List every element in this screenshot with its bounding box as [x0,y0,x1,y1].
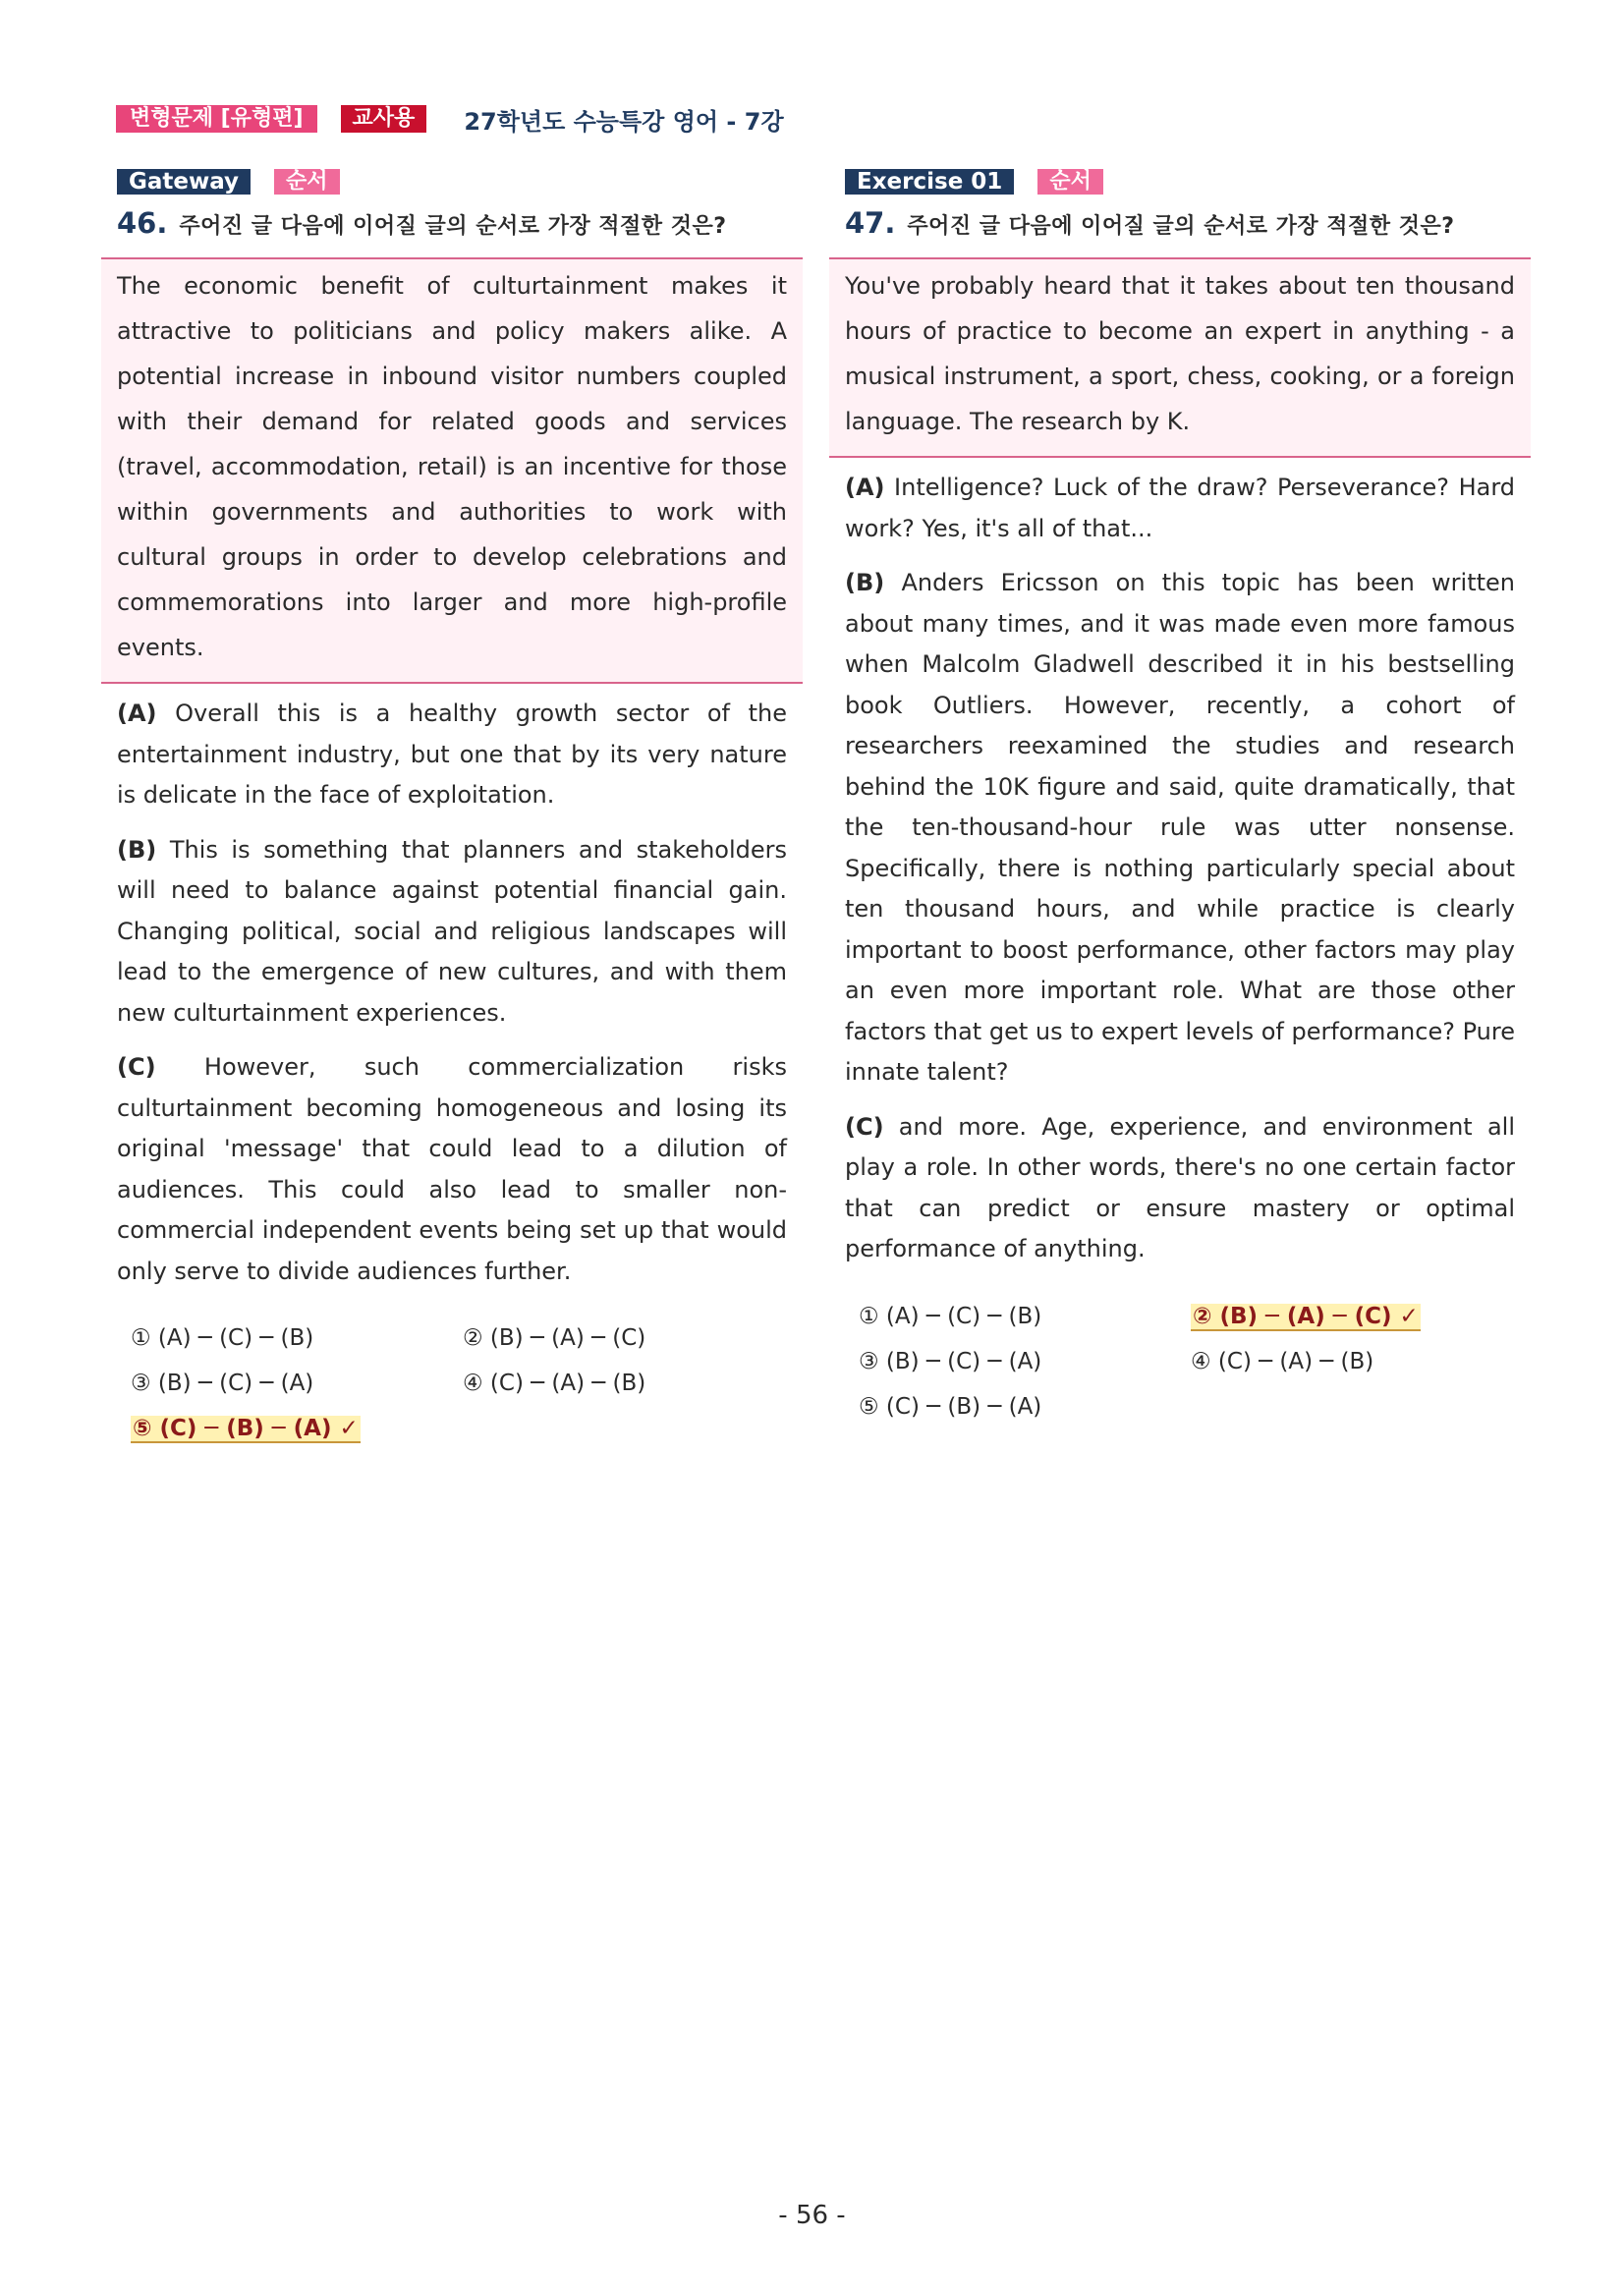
paragraph-c [829,1107,1531,1270]
question-stem [829,206,1531,242]
paragraph-c-text: and more. Age, experience, and environment all play a role. In other words, there's no one certain factor that can predict or ensure mastery or optimal performance of anything. [845,1112,1515,1262]
question-46-column [101,169,803,1451]
paragraph-c-text: However, such commercialization risks culturtainment becoming homogeneous and losing its original 'message' that could lead to a dilution of audiences. This could also lead to smaller non-commercial independent events being set up that would only serve to divide audiences further. [117,1053,787,1285]
choice-5[interactable]: ⑤ (C) ─ (B) ─ (A) [859,1393,1042,1420]
section-label: Gateway [117,169,251,195]
paragraph-b-label: (B) [845,569,885,596]
question-text: 주어진 글 다음에 이어질 글의 순서로 가장 적절한 것은? [907,214,1455,239]
type-label: 순서 [1037,169,1103,195]
section-label: Exercise 01 [845,169,1014,195]
paragraph-b-text: This is something that planners and stakeholders will need to balance against potential financial gain. Changing political, social and religious landscapes will lead to the emergence of new cultures, and with them new culturtainment experiences. [117,835,787,1027]
paragraph-b-text: Anders Ericsson on this topic has been written about many times, and it was made even more famous when Malcolm Gladwell described it in his bestselling book Outliers. However, recently, a cohort of researchers reexamined the studies and research behind the 10K figure and said, quite dramatically, that the ten-thousand-hour rule was utter nonsense. Specifically, there is nothing particularly special about ten thousand hours, and while practice is clearly important to boost performance, other factors may play an even more important role. What are those other factors that get us to expert levels of performance? Pure innate talent? [845,569,1515,1086]
question-labels [101,169,803,195]
paragraph-c-label: (C) [117,1053,156,1081]
choice-2[interactable]: ② (B) ─ (A) ─ (C) [463,1325,646,1351]
paragraph-a [101,694,803,816]
question-text: 주어진 글 다음에 이어질 글의 순서로 가장 적절한 것은? [179,214,727,239]
given-passage: You've probably heard that it takes about ten thousand hours of practice to become an expert in anything - a musical instrument, a sport, chess, cooking, or a foreign language. The research by K. [829,257,1531,458]
given-passage: The economic benefit of culturtainment makes it attractive to politicians and policy makers alike. A potential increase in inbound visitor numbers coupled with their demand for related goods and services (travel, accommodation, retail) is an incentive for those within governments and authorities to work with cultural groups in order to develop celebrations and commemorations into larger and more high-profile events. [101,257,803,684]
paragraph-a-text: Intelligence? Luck of the draw? Perseverance? Hard work? Yes, it's all of that... [845,474,1515,542]
correct-answer-highlight: ② (B) ─ (A) ─ (C) ✓ [1193,1303,1419,1329]
paragraph-b [829,563,1531,1093]
paragraph-b-label: (B) [117,835,157,864]
choice-4[interactable]: ④ (C) ─ (A) ─ (B) [463,1371,646,1396]
paragraph-a-text: Overall this is a healthy growth sector of the entertainment industry, but one that by its very nature is delicate in the face of exploitation. [117,700,787,809]
answer-choices [101,1316,803,1451]
paragraph-c-label: (C) [845,1112,884,1141]
choice-1[interactable]: ① (A) ─ (C) ─ (B) [859,1303,1042,1329]
choice-2-correct[interactable] [1191,1294,1523,1339]
question-labels [829,169,1531,195]
paragraph-a-label: (A) [845,474,885,501]
question-number: 47. [845,206,896,240]
page-header [116,104,784,134]
question-47-column [829,169,1531,1429]
question-stem [101,206,803,242]
page-number: - 56 - [778,2201,846,2230]
question-number: 46. [117,206,168,240]
variant-tag: 변형문제 [유형편] [116,105,317,133]
paragraph-b [101,830,803,1035]
answer-choices [829,1294,1531,1429]
paragraph-c [101,1047,803,1292]
teacher-tag: 교사용 [341,105,427,133]
choice-5-correct[interactable] [131,1406,463,1451]
header-title: 27학년도 수능특강 영어 - 7강 [464,107,784,136]
type-label: 순서 [274,169,340,195]
choice-3[interactable]: ③ (B) ─ (C) ─ (A) [131,1371,314,1396]
choice-4[interactable]: ④ (C) ─ (A) ─ (B) [1191,1348,1374,1374]
paragraph-a [829,468,1531,549]
choice-3[interactable]: ③ (B) ─ (C) ─ (A) [859,1348,1042,1374]
correct-answer-highlight: ⑤ (C) ─ (B) ─ (A) ✓ [133,1416,359,1441]
choice-1[interactable]: ① (A) ─ (C) ─ (B) [131,1325,314,1351]
paragraph-a-label: (A) [117,700,157,727]
